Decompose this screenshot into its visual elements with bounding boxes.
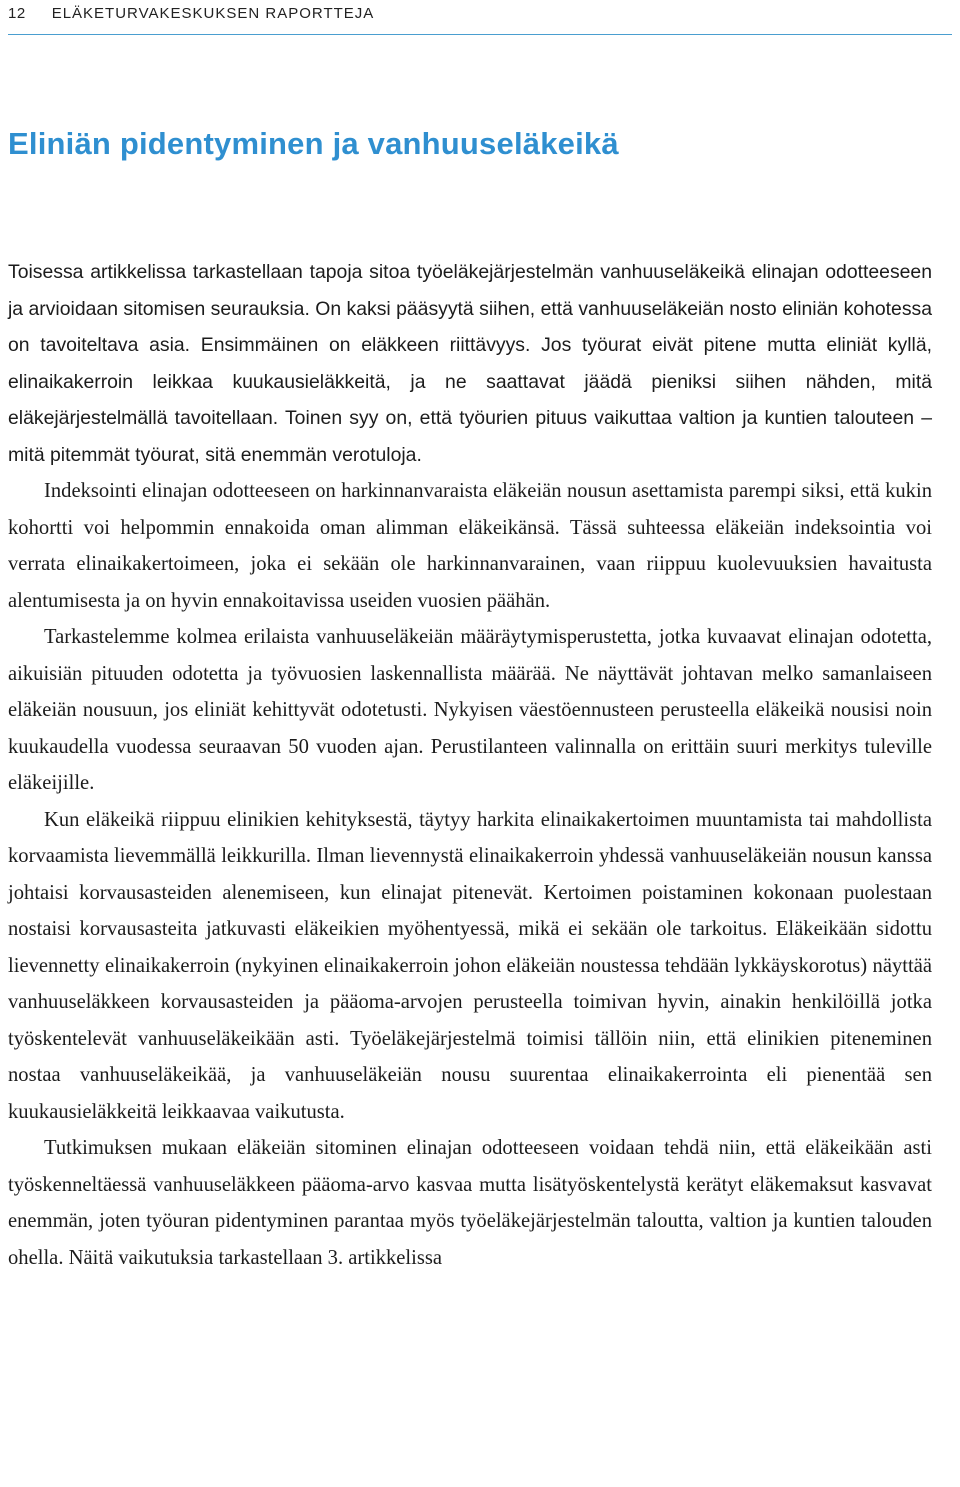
paragraph-5: Tutkimuksen mukaan eläkeiän sitominen elinajan odotteeseen voidaan tehdä niin, että eläkeikään asti työskenneltäessä vanhuuseläkkeen pääoma-arvo kasvaa mutta lisätyöskentelystä kerätyt eläkemaksut kasvavat enemmän, joten työuran pidentyminen parantaa myös työeläkejärjestelmän taloutta, valtion ja kuntien talouden ohella. Näitä vaikutuksia tarkastellaan 3. artikkelissa	[8, 1137, 932, 1269]
paragraph-3: Tarkastelemme kolmea erilaista vanhuuseläkeiän määräytymisperustetta, jotka kuvaavat elinajan odotetta, aikuisiän pituuden odotetta ja työvuosien laskennallista määrää. Ne näyttävät johtavan melko samanlaiseen eläkeiän nousuun, jos eliniät kehittyvät odotetusti. Nykyisen väestöennusteen perusteella eläkeikä nousisi noin kuukaudella vuodessa seuraavan 50 vuoden ajan. Perustilanteen valinnalla on erittäin suuri merkitys tuleville eläkeijille.	[8, 626, 932, 794]
article-title: Eliniän pidentyminen ja vanhuuseläkeikä	[8, 126, 619, 161]
paragraph-2: Indeksointi elinajan odotteeseen on harkinnanvaraista eläkeiän nousun asettamista parempi siksi, että kukin kohortti voi helpommin ennakoida oman alimman eläkeikänsä. Tässä suhteessa eläkeiän indeksointia voi verrata elinaikakertoimeen, joka ei sekään ole harkinnanvarainen, vaan riippuu kuolevuuksien havaitusta alentumisesta ja on hyvin ennakoitavissa useiden vuosien päähän.	[8, 480, 932, 612]
paragraph-1: Toisessa artikkelissa tarkastellaan tapoja sitoa työeläkejärjestelmän vanhuuseläkeikä elinajan odotteeseen ja arvioidaan sitomisen seurauksia. On kaksi pääsyytä siihen, että vanhuuseläkeiän nosto eliniän kohotessa on tavoiteltava asia. Ensimmäinen on eläkkeen riittävyys. Jos työurat eivät pitene mutta eliniät kyllä, elinaikakerroin leikkaa kuukausieläkkeitä, ja ne saattavat jäädä pieniksi siihen nähden, mitä eläkejärjestelmällä tavoitellaan. Toinen syy on, että työurien pituus vaikuttaa valtion ja kuntien talouteen – mitä pitemmät työurat, sitä enemmän verotuloja.	[8, 261, 932, 466]
series-title: ELÄKETURVAKESKUKSEN RAPORTTEJA	[51, 5, 375, 22]
paragraph-4: Kun eläkeikä riippuu elinikien kehityksestä, täytyy harkita elinaikakertoimen muuntamista tai mahdollista korvaamista lievemmällä leikkurilla. Ilman lievennystä elinaikakerroin yhdessä vanhuuseläkeiän nousun kanssa johtaisi korvausasteiden alenemiseen, kun elinajat pitenevät. Kertoimen poistaminen kokonaan puolestaan nostaisi korvausasteita jatkuvasti eläkeikien myöhentyessä, mikä ei sekään ole tarkoitus. Eläkeikään sidottu lievennetty elinaikakerroin (nykyinen elinaikakerroin johon eläkeiän noustessa tehdään lykkäyskorotus) näyttää vanhuuseläkkeen korvausasteiden ja pääoma-arvojen perusteella toimivan hyvin, ainakin henkilöillä jotka työskentelevät vanhuuseläkeikään asti. Työeläkejärjestelmä toimisi tällöin niin, että elinikien piteneminen nostaa vanhuuseläkeikää, ja vanhuuseläkeiän nousu suurentaa elinaikakerrointa eli pienentää sen kuukausieläkkeitä leikkaavaa vaikutusta.	[8, 808, 932, 1123]
running-header	[8, 0, 952, 35]
article-body	[8, 254, 932, 1276]
page-number: 12	[8, 5, 26, 22]
